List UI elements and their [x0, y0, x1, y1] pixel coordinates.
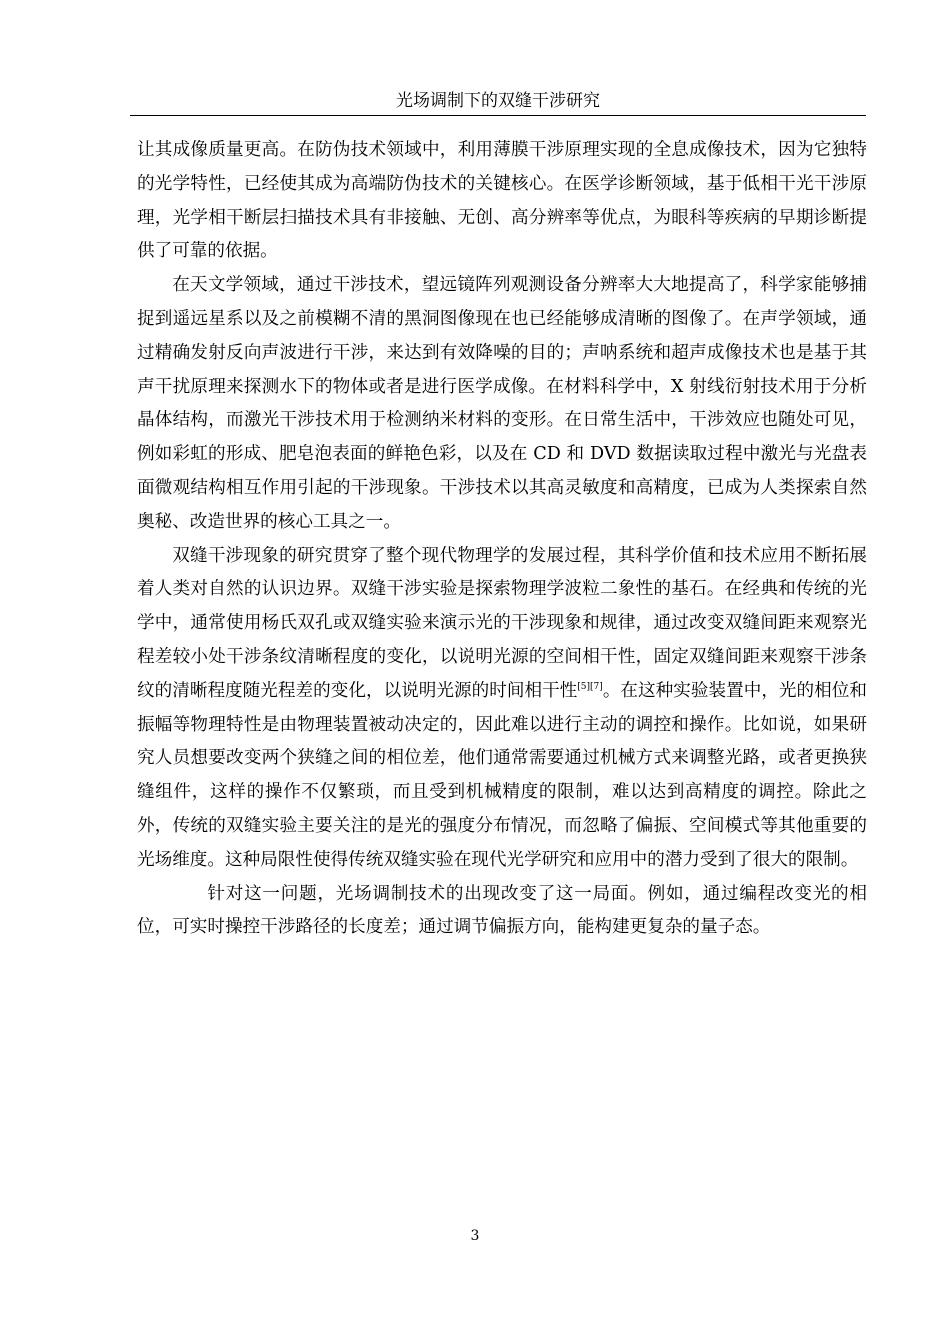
body-text: [137, 134, 867, 945]
paragraph-3-text-before: 双缝干涉现象的研究贯穿了整个现代物理学的发展过程，其科学价值和技术应用不断拓展着人类对自然的认识边界。双缝干涉实验是探索物理学波粒二象性的基石。在经典和传统的光学中，通常使用杨氏双孔或双缝实验来演示光的干涉现象和规律，通过改变双缝间距来观察光程差较小处干涉条纹清晰程度的变化，以说明光源的空间相干性，固定双缝间距来观察干涉条纹的清晰程度随光程差的变化，以说明光源的时间相干性: [137, 545, 867, 701]
page-header-title: 光场调制下的双缝干涉研究: [130, 88, 866, 116]
paragraph-2: 在天文学领域，通过干涉技术，望远镜阵列观测设备分辨率大大地提高了，科学家能够捕捉到遥远星系以及之前模糊不清的黑洞图像现在也已经能够成清晰的图像了。在声学领域，通过精确发射反向声波进行干涉，来达到有效降噪的目的；声呐系统和超声成像技术也是基于其声干扰原理来探测水下的物体或者是进行医学成像。在材料科学中，X 射线衍射技术用于分析晶体结构，而激光干涉技术用于检测纳米材料的变形。在日常生活中，干涉效应也随处可见，例如彩虹的形成、肥皂泡表面的鲜艳色彩，以及在 CD 和 DVD 数据读取过程中激光与光盘表面微观结构相互作用引起的干涉现象。干涉技术以其高灵敏度和高精度，已成为人类探索自然奥秘、改造世界的核心工具之一。: [137, 275, 867, 532]
paragraph-1: 让其成像质量更高。在防伪技术领域中，利用薄膜干涉原理实现的全息成像技术，因为它独特的光学特性，已经使其成为高端防伪技术的关键核心。在医学诊断领域，基于低相干光干涉原理，光学相干断层扫描技术具有非接触、无创、高分辨率等优点，为眼科等疾病的早期诊断提供了可靠的依据。: [137, 140, 867, 262]
paragraph-3: [137, 540, 867, 878]
paragraph-3-text-after: 。在这种实验装置中，光的相位和振幅等物理特性是由物理装置被动决定的，因此难以进行主动的调控和操作。比如说，如果研究人员想要改变两个狭缝之间的相位差，他们通常需要通过机械方式来调整光路，或者更换狭缝组件，这样的操作不仅繁琐，而且受到机械精度的限制，难以达到高精度的调控。除此之外，传统的双缝实验主要关注的是光的强度分布情况，而忽略了偏振、空间模式等其他重要的光场维度。这种局限性使得传统双缝实验在现代光学研究和应用中的潜力受到了很大的限制。: [137, 680, 867, 870]
page-number: 3: [470, 1228, 480, 1244]
paragraph-4: 针对这一问题，光场调制技术的出现改变了这一局面。例如，通过编程改变光的相位，可实时操控干涉路径的长度差；通过调节偏振方向，能构建更复杂的量子态。: [137, 883, 867, 938]
citation-superscript: [5][7]: [577, 681, 603, 692]
